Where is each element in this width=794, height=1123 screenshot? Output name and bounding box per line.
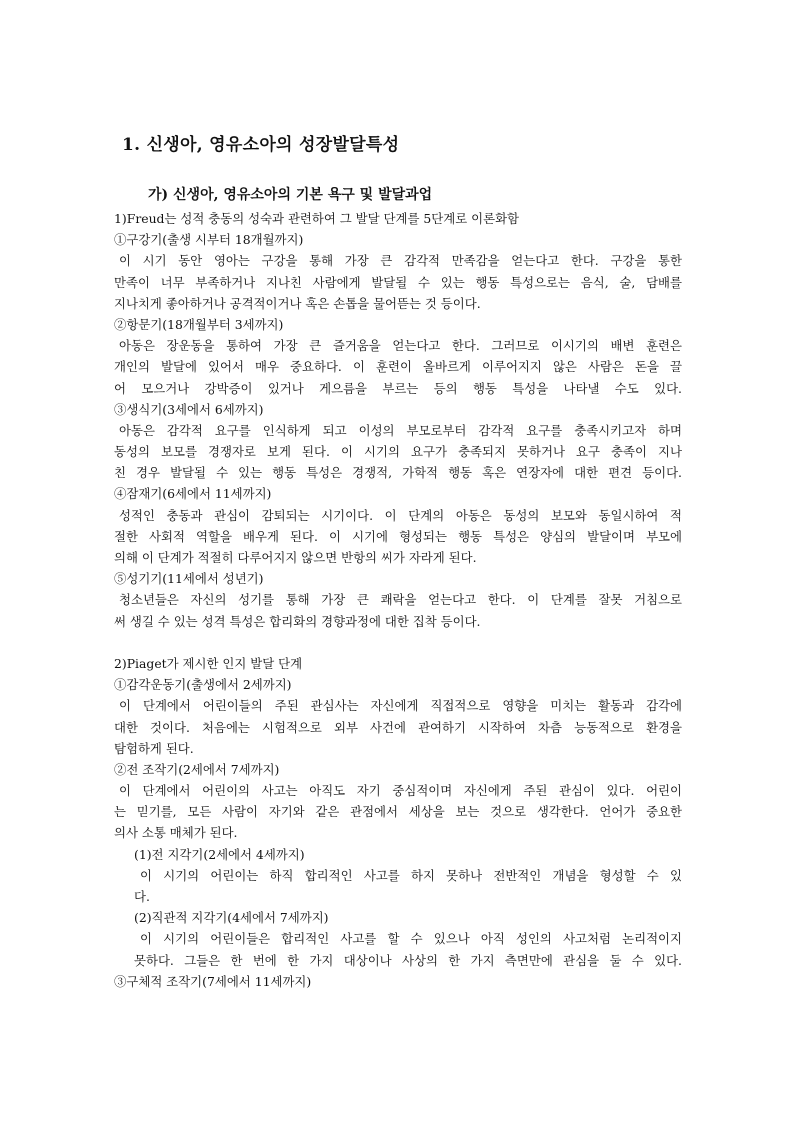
genital-stage-text: 써 생길 수 있는 성격 특성은 합리화의 경향과정에 대한 집착 등이다. [114,613,481,629]
preoperational-stage-text: 이 단계에서 어린이의 사고는 아직도 자기 중심적이며 자신에게 주된 관심이 있다. 어린이 [119,783,682,799]
preconceptual-substage-text: 다. [134,889,150,904]
preoperational-stage-title: ②전 조작기(2세에서 7세까지) [114,761,280,777]
paragraph-gap [114,632,682,653]
latency-stage-title: ④잠재기(6세에서 11세까지) [114,486,272,502]
anal-stage-title: ②항문기(18개월부터 3세까지) [114,316,284,332]
intuitive-substage-text: 이 시기의 어린이들은 합리적인 사고를 할 수 있으나 아직 성인의 사고처럼 논리적이지 [140,931,682,947]
piaget-intro: 2)Piaget가 제시한 인지 발달 단계 [114,655,303,671]
sensorimotor-stage-text: 탐험하게 된다. [114,740,194,756]
phallic-stage-text: 아동은 감각적 요구를 인식하게 되고 이성의 부모로부터 감각적 요구를 충족시키고자 하며 [119,422,682,438]
subsection-heading: 가) 신생아, 영유소아의 기본 욕구 및 발달과업 [148,187,433,203]
intuitive-substage-title: (2)직관적 지각기(4세에서 7세까지) [134,910,329,926]
preconceptual-substage-text: 이 시기의 어린이는 하직 합리적인 사고를 하지 못하나 전반적인 개념을 형성할 수 있 [140,867,682,883]
document-body [114,208,682,992]
section-heading: 1. 신생아, 영유소아의 성장발달특성 [122,135,400,155]
preoperational-stage-text: 는 믿기를, 모든 사람이 자기와 같은 관점에서 세상을 보는 것으로 생각한다. 언어가 중요한 [114,804,682,820]
sensorimotor-stage-text: 이 단계에서 어린이들의 주된 관심사는 자신에게 직접적으로 영향을 미치는 활동과 감각에 [119,698,682,714]
preoperational-stage-text: 의사 소통 매체가 된다. [114,825,238,841]
freud-intro: 1)Freud는 성적 충동의 성숙과 관련하여 그 발달 단계를 5단계로 이론화함 [114,211,520,226]
latency-stage-text: 의해 이 단계가 적절히 다루어지지 않으면 반항의 씨가 자라게 된다. [114,550,477,565]
oral-stage-title: ①구강기(출생 시부터 18개월까지) [114,232,304,248]
latency-stage-text: 절한 사회적 역할을 배우게 된다. 이 시기에 형성되는 행동 특성은 양심의 발달이며 부모에 [114,528,682,544]
oral-stage-text: 이 시기 동안 영아는 구강을 통해 가장 큰 감각적 만족감을 얻는다고 한다. 구강을 통한 [119,253,682,269]
preconceptual-substage-title: (1)전 지각기(2세에서 4세까지) [134,846,305,862]
oral-stage-text: 지나치게 좋아하거나 공격적이거나 혹은 손톱을 물어뜯는 것 등이다. [114,295,481,311]
phallic-stage-text: 친 경우 발달될 수 있는 행동 특성은 경쟁적, 가학적 행동 혹은 연장자에 대한 편견 등이다. [114,465,682,481]
intuitive-substage-text: 못하다. 그들은 한 번에 한 가지 대상이나 사상의 한 가지 측면만에 관심을 둘 수 있다. [134,952,682,968]
oral-stage-text: 만족이 너무 부족하거나 지나친 사람에게 발달될 수 있는 행동 특성으로는 음식, 술, 담배를 [114,274,682,290]
genital-stage-title: ⑤성기기(11세에서 성년기) [114,571,264,587]
concrete-operational-stage-title: ③구체적 조작기(7세에서 11세까지) [114,973,312,989]
phallic-stage-text: 동성의 보모를 경쟁자로 보게 된다. 이 시기의 요구가 충족되지 못하거나 요구 충족이 지나 [114,444,682,460]
anal-stage-text: 개인의 발달에 있어서 매우 중요하다. 이 훈련이 올바르게 이루어지지 않은 사람은 돈을 끌 [114,359,682,375]
sensorimotor-stage-text: 대한 것이다. 처음에는 시험적으로 외부 사건에 관여하기 시작하여 차츰 능동적으로 환경을 [114,719,682,735]
anal-stage-text: 어 모으거나 강박증이 있거나 게으름을 부르는 등의 행동 특성을 나타낼 수도 있다. [114,380,682,396]
genital-stage-text: 청소년들은 자신의 성기를 통해 가장 큰 쾌락을 얻는다고 한다. 이 단계를 잘못 거침으로 [119,592,682,608]
phallic-stage-title: ③생식기(3세에서 6세까지) [114,401,264,417]
anal-stage-text: 아동은 장운동을 통하여 가장 큰 즐거움을 얻는다고 한다. 그러므로 이시기의 배변 훈련은 [119,338,682,354]
sensorimotor-stage-title: ①감각운동기(출생에서 2세까지) [114,677,292,693]
latency-stage-text: 성적인 충동과 관심이 감퇴되는 시기이다. 이 단계의 아동은 동성의 보모와 동일시하여 적 [119,507,682,523]
